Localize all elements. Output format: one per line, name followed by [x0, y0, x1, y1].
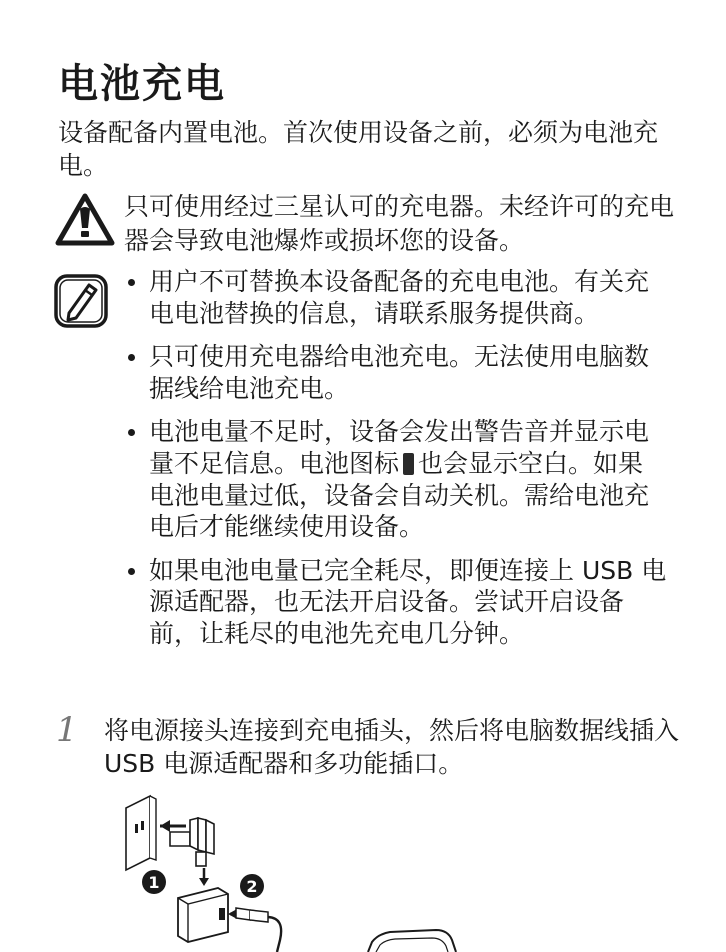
note-pencil-icon [52, 272, 110, 330]
battery-empty-icon [403, 453, 414, 475]
note-list [122, 266, 667, 662]
charging-illustration [110, 790, 590, 952]
step-text: 将电源接头连接到充电插头，然后将电脑数据线插入 USB 电源适配器和多功能插口。 [104, 716, 680, 778]
page-title: 电池充电 [58, 61, 226, 107]
warning-triangle-icon [54, 192, 116, 248]
list-item: 电池电量不足时，设备会发出警告音并显示电量不足信息。电池图标 也会显示空白。如果电池电量过低，设备会自动关机。需给电池充电后才能继续使用设备。 [122, 416, 667, 542]
warning-text: 只可使用经过三星认可的充电器。未经许可的充电器会导致电池爆炸或损坏您的设备。 [124, 192, 675, 255]
intro-paragraph: 设备配备内置电池。首次使用设备之前，必须为电池充电。 [58, 118, 659, 180]
svg-text:2: 2 [246, 877, 258, 896]
list-item: 只可使用充电器给电池充电。无法使用电脑数据线给电池充电。 [122, 341, 667, 404]
list-item: 如果电池电量已完全耗尽，即便连接上 USB 电源适配器，也无法开启设备。尝试开启设备前，让耗尽的电池先充电几分钟。 [122, 555, 667, 650]
svg-text:1: 1 [148, 873, 160, 892]
step-number: 1 [56, 710, 78, 750]
list-item: 用户不可替换本设备配备的充电电池。有关充电电池替换的信息，请联系服务提供商。 [122, 266, 667, 329]
